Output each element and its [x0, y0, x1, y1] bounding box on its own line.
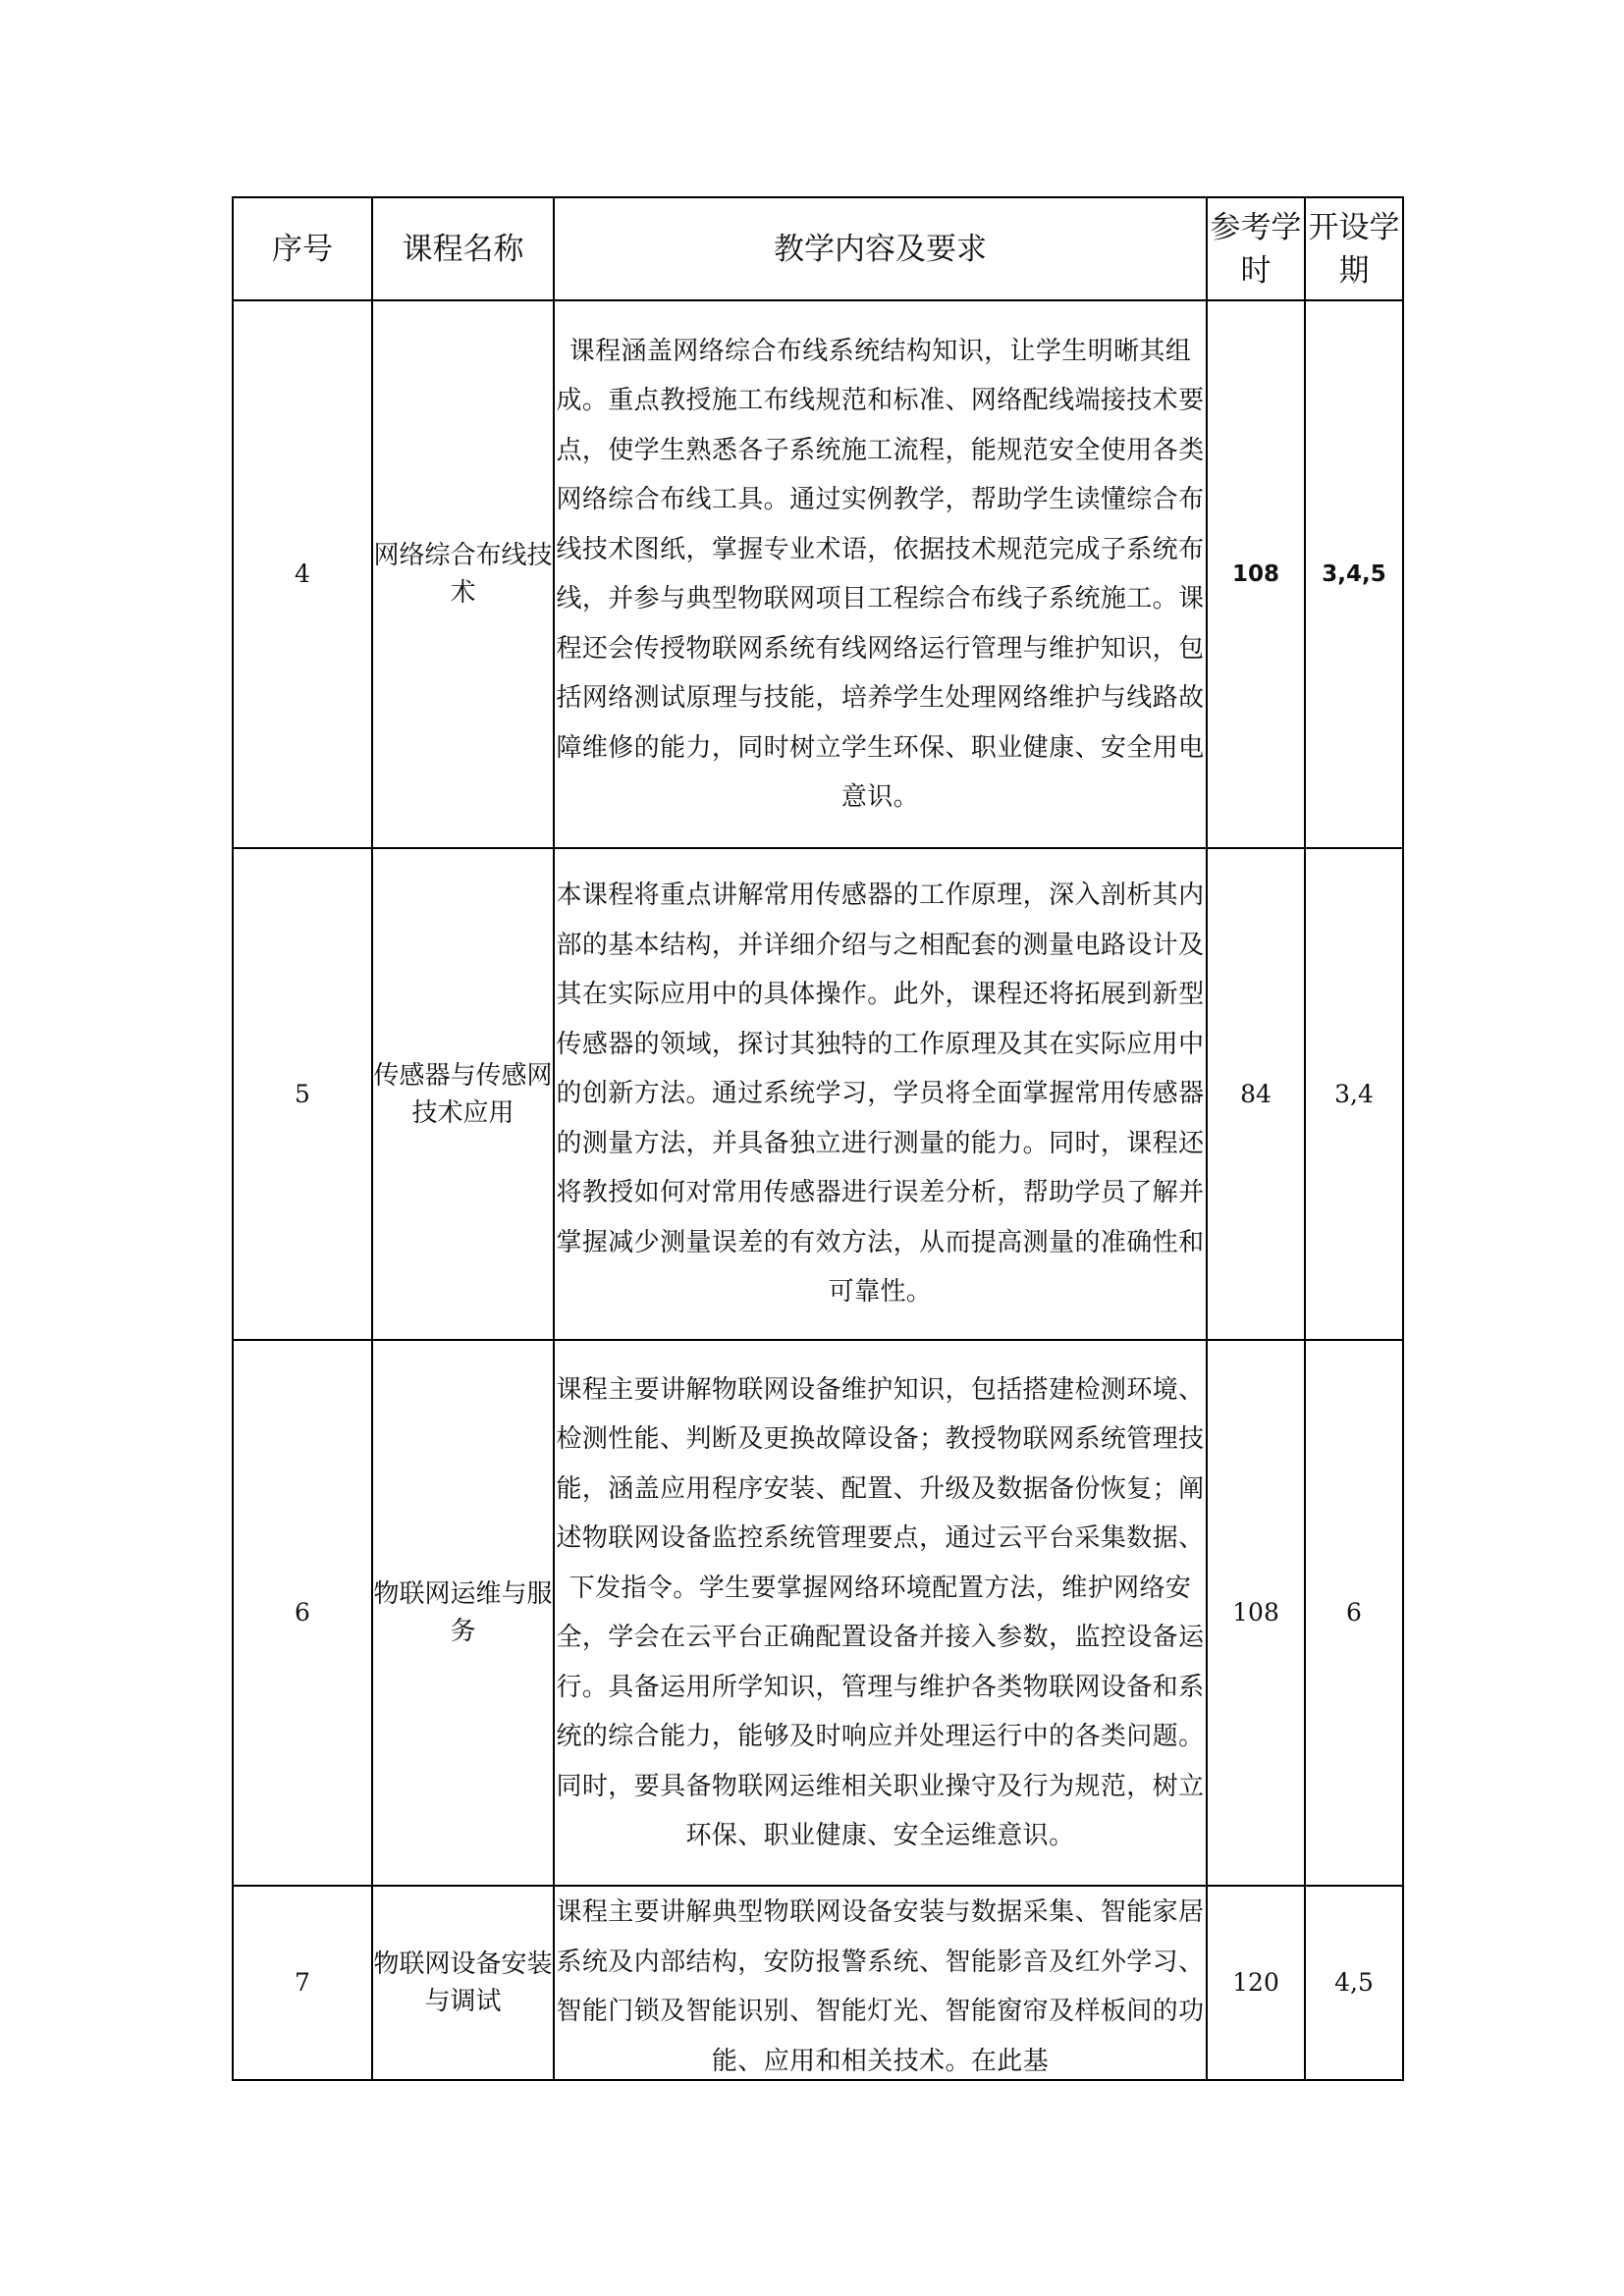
row-term: 3,4,5 [1305, 300, 1403, 848]
row-no: 7 [233, 1886, 372, 2080]
row-no: 4 [233, 300, 372, 848]
row-content-text: 课程涵盖网络综合布线系统结构知识，让学生明晰其组成。重点教授施工布线规范和标准、网络配线端接技术要点，使学生熟悉各子系统施工流程，能规范安全使用各类网络综合布线工具。通过实例教学，帮助学生读懂综合布线技术图纸，掌握专业术语，依据技术规范完成子系统布线，并参与典型物联网项目工程综合布线子系统施工。课程还会传授物联网系统有线网络运行管理与维护知识，包括网络测试原理与技能，培养学生处理网络维护与线路故障维修的能力，同时树立学生环保、职业健康、安全用电意识。 [556, 336, 1205, 812]
row-content-text: 本课程将重点讲解常用传感器的工作原理，深入剖析其内部的基本结构，并详细介绍与之相配套的测量电路设计及其在实际应用中的具体操作。此外，课程还将拓展到新型传感器的领域，探讨其独特的工作原理及其在实际应用中的创新方法。通过系统学习，学员将全面掌握常用传感器的测量方法，并具备独立进行测量的能力。同时，课程还将教授如何对常用传感器进行误差分析，帮助学员了解并掌握减少测量误差的有效方法，从而提高测量的准确性和可靠性。 [556, 881, 1205, 1308]
row-content [554, 1886, 1207, 2080]
header-hours: 参考学时 [1207, 197, 1305, 300]
table-header-row [233, 197, 1403, 300]
row-no: 6 [233, 1340, 372, 1886]
row-no: 5 [233, 848, 372, 1340]
header-no: 序号 [233, 197, 372, 300]
table-row [233, 300, 1403, 848]
table-row [233, 1886, 1403, 2080]
header-content: 教学内容及要求 [554, 197, 1207, 300]
row-content-text: 课程主要讲解典型物联网设备安装与数据采集、智能家居系统及内部结构，安防报警系统、智能影音及红外学习、智能门锁及智能识别、智能灯光、智能窗帘及样板间的功能、应用和相关技术。在此基 [556, 1897, 1205, 2076]
table-row [233, 848, 1403, 1340]
row-course-name: 物联网设备安装与调试 [372, 1886, 554, 2080]
row-content [554, 300, 1207, 848]
row-content-text: 课程主要讲解物联网设备维护知识，包括搭建检测环境、检测性能、判断及更换故障设备；教授物联网系统管理技能，涵盖应用程序安装、配置、升级及数据备份恢复；阐述物联网设备监控系统管理要点，通过云平台采集数据、下发指令。学生要掌握网络环境配置方法，维护网络安全，学会在云平台正确配置设备并接入参数，监控设备运行。具备运用所学知识，管理与维护各类物联网设备和系统的综合能力，能够及时响应并处理运行中的各类问题。同时，要具备物联网运维相关职业操守及行为规范，树立环保、职业健康、安全运维意识。 [556, 1374, 1205, 1850]
row-course-name: 传感器与传感网技术应用 [372, 848, 554, 1340]
header-course-name: 课程名称 [372, 197, 554, 300]
row-term: 3,4 [1305, 848, 1403, 1340]
row-course-name: 物联网运维与服务 [372, 1340, 554, 1886]
row-content [554, 848, 1207, 1340]
course-table [232, 196, 1404, 2081]
row-hours: 84 [1207, 848, 1305, 1340]
row-term: 4,5 [1305, 1886, 1403, 2080]
table-row [233, 1340, 1403, 1886]
row-hours: 108 [1207, 300, 1305, 848]
header-term: 开设学期 [1305, 197, 1403, 300]
row-hours: 108 [1207, 1340, 1305, 1886]
row-term: 6 [1305, 1340, 1403, 1886]
row-content [554, 1340, 1207, 1886]
row-hours: 120 [1207, 1886, 1305, 2080]
row-course-name: 网络综合布线技术 [372, 300, 554, 848]
